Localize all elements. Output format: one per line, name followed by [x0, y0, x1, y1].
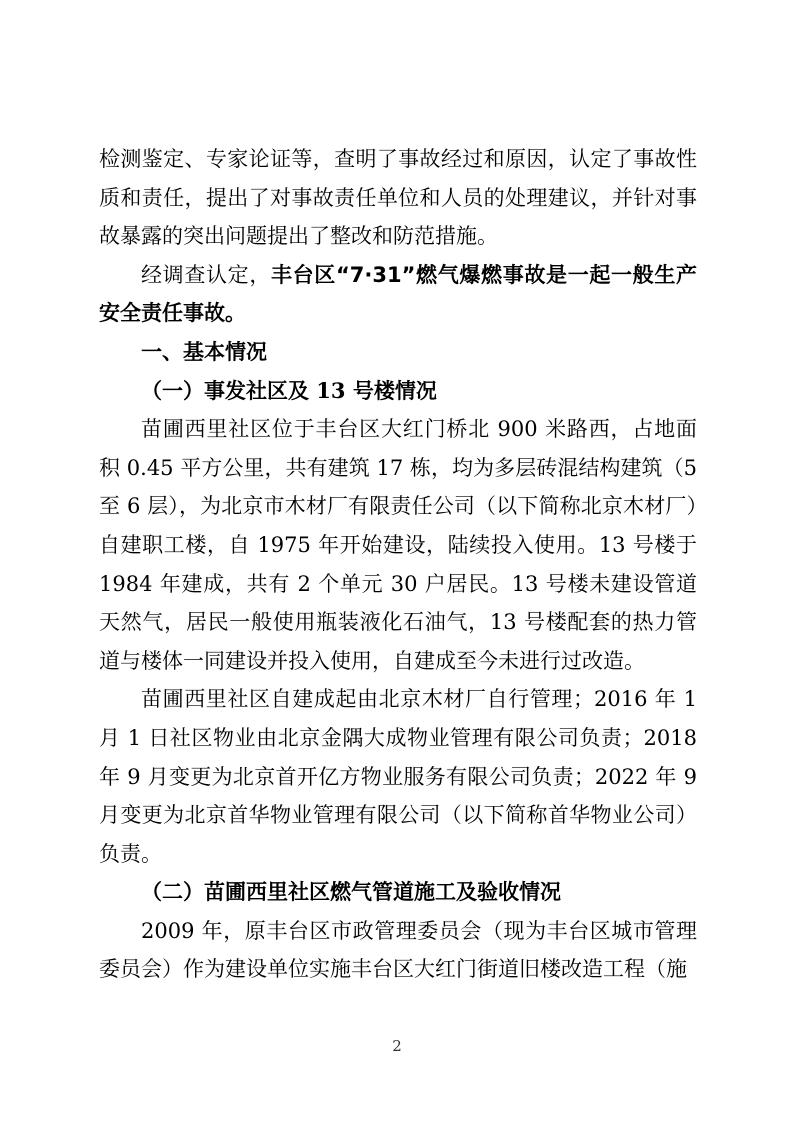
paragraph-property-management-history: 苗圃西里社区自建成起由北京木材厂自行管理；2016 年 1 月 1 日社区物业由北京金隅大成物业管理有限公司负责；2018 年 9 月变更为北京首开亿方物业服务有限公司负责；2022 年 9 月变更为北京首华物业管理有限公司（以下简称首华物业公司）负责。 [99, 687, 697, 866]
paragraph-accident-determination [99, 256, 697, 333]
section-heading-basic-situation: 一、基本情况 [141, 339, 267, 364]
paragraph-community-description: 苗圃西里社区位于丰台区大红门桥北 900 米路西，占地面积 0.45 平方公里，共有建筑 17 栋，均为多层砖混结构建筑（5 至 6 层），为北京市木材厂有限责任公司（以下简称北京木材厂）自建职工楼，自 1975 年开始建设，陆续投入使用。13 号楼于 1984 年建成，共有 2 个单元 30 户居民。13 号楼未建设管道天然气，居民一般使用瓶装液化石油气，13 号楼配套的热力管道与楼体一同建设并投入使用，自建成至今未进行过改造。 [99, 417, 697, 673]
subsection-heading-community-building13: （一）事发社区及 13 号楼情况 [141, 377, 437, 403]
page-content [99, 140, 697, 989]
determination-lead-text: 经调查认定， [141, 262, 271, 287]
subsection-heading-gas-pipeline-construction: （二）苗圃西里社区燃气管道施工及验收情况 [141, 879, 561, 905]
paragraph-2009-renovation-project: 2009 年，原丰台区市政管理委员会（现为丰台区城市管理委员会）作为建设单位实施丰台区大红门街道旧楼改造工程（施 [99, 918, 697, 982]
paragraph-investigation-methods: 检测鉴定、专家论证等，查明了事故经过和原因，认定了事故性质和责任，提出了对事故责任单位和人员的处理建议，并针对事故暴露的突出问题提出了整改和防范措施。 [99, 147, 697, 249]
determination-emphasis-text: 丰台区“7·31”燃气爆燃事故是一起一般生产安全责任事故。 [99, 262, 698, 326]
page-number: 2 [392, 1037, 402, 1055]
